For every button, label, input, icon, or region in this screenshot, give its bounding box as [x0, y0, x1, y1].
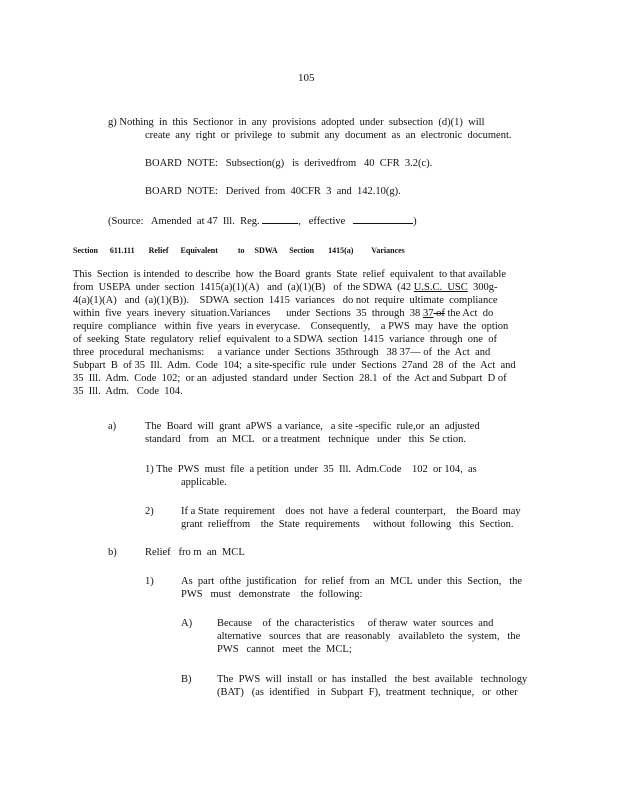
item-b-1-B-line-1: The PWS will install or has installed the best available technology [217, 674, 528, 685]
intro-line-3: 4(a)(1)(A) and (a)(1)(B)). SDWA section 1415 variances do not require ultimate compliance [73, 295, 498, 306]
intro-line-10: 35 Ill. Adm. Code 104. [73, 386, 183, 397]
item-a-line-1: The Board will grant aPWS a variance, a site -specific rule,or an adjusted [145, 421, 480, 432]
item-b-title: Relief fro m an MCL [145, 547, 245, 558]
item-b-1-B-label: B) [181, 674, 192, 685]
source-blank-2 [353, 214, 413, 224]
section-heading: Section 611.111 Relief Equivalent to SDWA Section 1415(a) Variances [73, 246, 405, 255]
intro-line-4-underlined: 37 [422, 308, 434, 319]
para-g-line-1: g) Nothing in this Sectionor in any provisions adopted under subsection (d)(1) will [108, 117, 485, 128]
board-note-1: BOARD NOTE: Subsection(g) is derivedfrom 40 CFR 3.2(c). [145, 158, 433, 169]
item-b-1-label: 1) [145, 576, 154, 587]
item-b-1-A-line-3: PWS cannot meet the MCL; [217, 644, 352, 655]
item-b-1-A-label: A) [181, 618, 193, 629]
intro-line-1: This Section is intended to describe how the Board grants State relief equivalent to that available [73, 269, 507, 280]
item-b-label: b) [108, 547, 117, 558]
intro-line-4 [73, 307, 493, 320]
intro-line-2-a: from USEPA under section 1415(a)(1)(A) and (a)(1)(B) of the SDWA (42 [73, 282, 414, 293]
source-line [108, 214, 417, 228]
para-g-line-2: create any right or privilege to submit any document as an electronic document. [145, 130, 512, 141]
intro-line-6: of seeking State regulatory relief equivalent to a SDWA section 1415 variance through one of [73, 334, 497, 345]
item-a-2-line-1: If a State requirement does not have a federal counterpart, the Board may [181, 506, 521, 517]
item-b-1-line-2: PWS must demonstrate the following: [181, 589, 363, 600]
item-b-1-A-line-2: alternative sources that are reasonably availableto the system, the [217, 631, 521, 642]
source-blank-1 [262, 214, 298, 224]
board-note-2: BOARD NOTE: Derived from 40CFR 3 and 142.10(g). [145, 186, 401, 197]
item-a-line-2: standard from an MCL or a treatment technique under this Se ction. [145, 434, 466, 445]
page-number: 105 [298, 72, 315, 84]
intro-line-8: Subpart B of 35 Ill. Adm. Code 104; a site-specific rule under Sections 27and 28 of the Act and [73, 360, 516, 371]
source-middle: , effective [298, 216, 346, 227]
intro-line-4-b: the Act do [444, 308, 494, 319]
item-b-1-A-line-1: Because of the characteristics of theraw water sources and [217, 618, 494, 629]
intro-line-9: 35 Ill. Adm. Code 102; or an adjusted standard under Section 28.1 of the Act and Subpart D of [73, 373, 507, 384]
item-a-1-line-1: 1) The PWS must file a petition under 35 Ill. Adm.Code 102 or 104, as [145, 464, 477, 475]
intro-line-5: require compliance within five years in everycase. Consequently, a PWS may have the option [73, 321, 509, 332]
intro-line-2-b: 300g- [467, 282, 498, 293]
source-suffix: ) [413, 216, 417, 227]
item-a-2-line-2: grant relieffrom the State requirements without following this Section. [181, 519, 514, 530]
item-a-label: a) [108, 421, 117, 432]
intro-line-7: three procedural mechanisms: a variance under Sections 35through 38 37— of the Act and [73, 347, 491, 358]
item-b-1-B-line-2: (BAT) (as identified in Subpart F), treatment technique, or other [217, 687, 518, 698]
item-b-1-line-1: As part ofthe justification for relief from an MCL under this Section, the [181, 576, 523, 587]
item-a-1-line-2: applicable. [181, 477, 227, 488]
intro-line-4-struck: of [433, 308, 445, 319]
intro-line-2 [73, 281, 498, 294]
intro-line-2-underlined: U.S.C. USC [413, 282, 468, 293]
item-a-2-label: 2) [145, 506, 154, 517]
source-prefix: (Source: Amended at 47 Ill. Reg. [108, 216, 260, 227]
intro-line-4-a: within five years inevery situation.Variances under Sections 35 through 38 [73, 308, 423, 319]
